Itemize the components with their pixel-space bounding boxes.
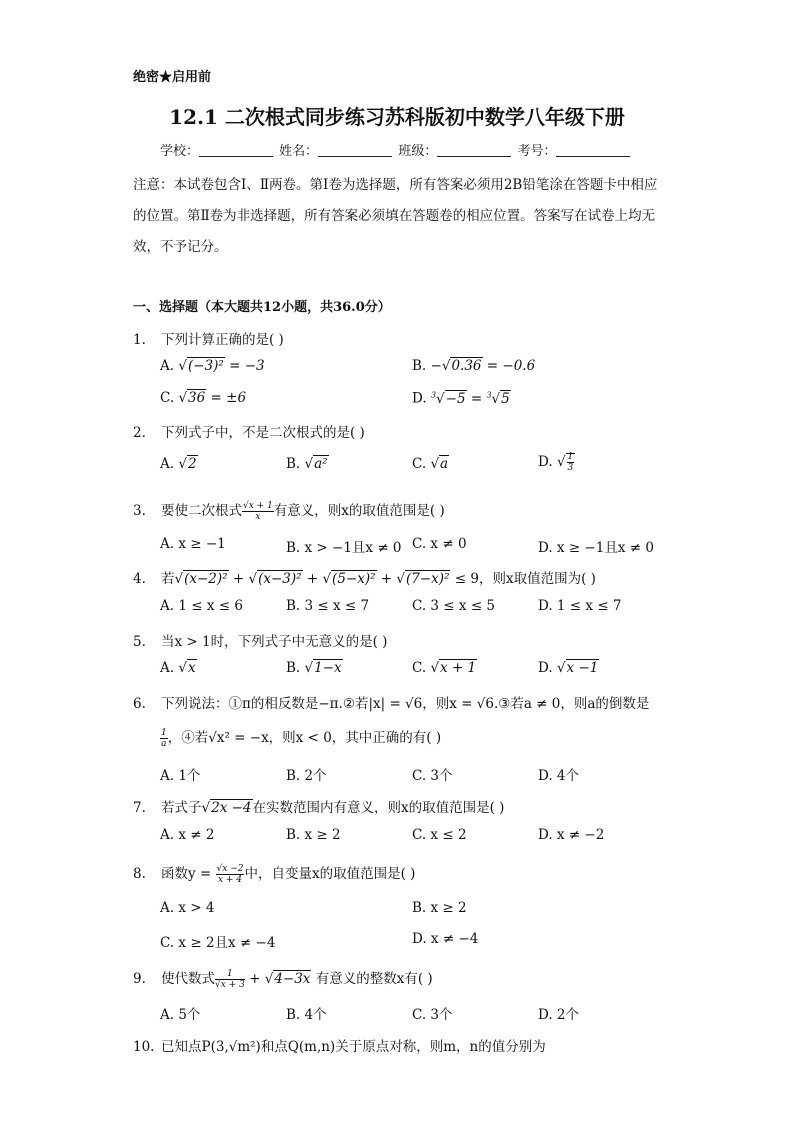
q8-formula: $\frac{√x -2}{x + 4}$	[216, 864, 244, 885]
q8-option-d[interactable]: D. x ≠ −4	[412, 931, 479, 947]
option-label: D.	[538, 454, 557, 470]
option-label: A.	[160, 358, 179, 374]
q4-option-c[interactable]: C. 3 ≤ x ≤ 5	[412, 598, 496, 614]
question-number: 6.	[133, 696, 146, 712]
q1-option-b[interactable]: B. −√0.36 = −0.6	[412, 358, 536, 374]
question-number: 3.	[133, 503, 146, 519]
question-8	[133, 862, 415, 885]
question-6-cont	[160, 726, 441, 749]
q2-option-c[interactable]: C. √a	[412, 456, 449, 472]
exam-no-label: 考号：	[517, 144, 557, 159]
option-label: D.	[412, 390, 431, 407]
option-label: B.	[286, 456, 305, 472]
question-number: 8.	[133, 866, 146, 882]
question-number: 9.	[133, 971, 146, 987]
q9-option-d[interactable]: D. 2个	[538, 1007, 580, 1023]
q4-option-a[interactable]: A. 1 ≤ x ≤ 6	[160, 598, 243, 614]
question-1	[133, 328, 284, 348]
question-stem-part: ，④若√x² = −x，则x < 0，其中正确的有( )	[167, 730, 442, 746]
q6-option-a[interactable]: A. 1个	[160, 768, 201, 784]
q4-option-d[interactable]: D. 1 ≤ x ≤ 7	[538, 598, 622, 614]
option-label: B.	[286, 660, 305, 676]
question-number: 1.	[133, 332, 146, 348]
question-stem-part: 函数y =	[161, 866, 216, 882]
question-number: 2.	[133, 425, 146, 441]
question-stem-part: 若	[161, 571, 175, 587]
q7-option-b[interactable]: B. x ≥ 2	[286, 827, 341, 843]
question-10	[133, 1035, 546, 1055]
question-number: 7.	[133, 800, 146, 816]
option-label: D.	[538, 660, 557, 676]
question-number: 5.	[133, 634, 146, 650]
q6-option-c[interactable]: C. 3个	[412, 768, 453, 784]
q1-option-a[interactable]: A. √(−3)² = −3	[160, 358, 265, 374]
question-7	[133, 796, 504, 816]
q9-option-c[interactable]: C. 3个	[412, 1007, 453, 1023]
page-title: 12.1 二次根式同步练习苏科版初中数学八年级下册	[169, 105, 625, 129]
question-3	[133, 499, 445, 522]
question-stem-part: 在实数范围内有意义，则x的取值范围是( )	[252, 800, 505, 816]
question-stem: 下列计算正确的是( )	[161, 332, 284, 348]
question-number: 4.	[133, 571, 146, 587]
option-label: A.	[160, 456, 179, 472]
name-label: 姓名：	[279, 144, 319, 159]
option-label: C.	[412, 456, 431, 472]
class-label: 班级：	[398, 144, 438, 159]
q5-option-c[interactable]: C. √x + 1	[412, 660, 477, 676]
reciprocal-fraction: $\frac{1}{a}$	[161, 728, 167, 749]
question-stem-part: 下列说法：①π的相反数是−π.②若|x| = √6，则x = √6.③若a ≠ 0，则a的倒数是	[161, 696, 650, 712]
option-label: A.	[160, 660, 179, 676]
option-label: B.	[412, 358, 431, 374]
section-heading: 一、选择题（本大题共12小题，共36.0分）	[133, 300, 391, 315]
q1-option-d[interactable]: D. $^3$√−5 = $^3$√5	[412, 390, 510, 407]
q3-option-d[interactable]: D. x ≥ −1且x ≠ 0	[538, 540, 654, 556]
question-9	[133, 967, 433, 990]
q1-option-c[interactable]: C. √36 = ±6	[160, 390, 247, 406]
question-stem: 已知点P(3,√m²)和点Q(m,n)关于原点对称，则m，n的值分别为	[161, 1039, 546, 1055]
q9-option-a[interactable]: A. 5个	[160, 1007, 201, 1023]
name-blank[interactable]	[318, 144, 392, 157]
question-stem-part: 有意义，则x的取值范围是( )	[273, 503, 445, 519]
question-stem: 当x > 1时，下列式子中无意义的是( )	[161, 634, 388, 650]
option-label: C.	[412, 660, 431, 676]
question-stem-part: 中，自变量x的取值范围是( )	[244, 866, 416, 882]
q5-option-a[interactable]: A. √x	[160, 660, 196, 676]
question-stem: 下列式子中，不是二次根式的是( )	[161, 425, 365, 441]
q3-option-c[interactable]: C. x ≠ 0	[412, 536, 467, 552]
q5-option-d[interactable]: D. √x −1	[538, 660, 599, 676]
question-stem-part: 有意义的整数x有( )	[311, 971, 433, 987]
q6-option-d[interactable]: D. 4个	[538, 768, 580, 784]
q7-option-c[interactable]: C. x ≤ 2	[412, 827, 467, 843]
student-info-line	[160, 140, 632, 159]
q3-option-b[interactable]: B. x > −1且x ≠ 0	[286, 540, 402, 556]
q2-option-d[interactable]: D. √ $\frac{1}{3}$	[538, 452, 574, 473]
q9-option-b[interactable]: B. 4个	[286, 1007, 327, 1023]
option-label: C.	[160, 390, 179, 406]
secret-label: 绝密★启用前	[133, 70, 212, 85]
q7-option-d[interactable]: D. x ≠ −2	[538, 827, 605, 843]
q4-formula: √(x−2)² + √(x−3)² + √(5−x)² + √(7−x)²	[174, 571, 450, 587]
exam-notice: 注意：本试卷包含Ⅰ、Ⅱ两卷。第Ⅰ卷为选择题，所有答案必须用2B铅笔涂在答题卡中相应的位置。第Ⅱ卷为非选择题，所有答案必须填在答题卷的相应位置。答案写在试卷上均无效，不予记分。	[133, 177, 658, 255]
q8-option-a[interactable]: A. x > 4	[160, 900, 215, 916]
school-label: 学校：	[160, 144, 200, 159]
q9-radical: + √4−3x	[244, 971, 311, 987]
q3-formula: $\frac{√x + 1}{x}$	[243, 501, 273, 522]
question-5	[133, 630, 387, 650]
question-number: 10.	[133, 1039, 155, 1055]
question-stem-part: ≤ 9，则x取值范围为( )	[450, 571, 596, 587]
question-6	[133, 692, 649, 712]
question-stem-part: 使代数式	[161, 971, 215, 987]
q4-option-b[interactable]: B. 3 ≤ x ≤ 7	[286, 598, 370, 614]
question-4	[133, 567, 596, 587]
q6-option-b[interactable]: B. 2个	[286, 768, 327, 784]
q8-option-c[interactable]: C. x ≥ 2且x ≠ −4	[160, 935, 276, 951]
q2-option-a[interactable]: A. √2	[160, 456, 197, 472]
question-stem-part: 要使二次根式	[161, 503, 242, 519]
q8-option-b[interactable]: B. x ≥ 2	[412, 900, 467, 916]
question-stem-part: 若式子	[161, 800, 202, 816]
q5-option-b[interactable]: B. √1−x	[286, 660, 342, 676]
question-2	[133, 421, 365, 441]
q2-option-b[interactable]: B. √a²	[286, 456, 328, 472]
q9-fraction: $\frac{1}{√x + 3}$	[215, 969, 245, 990]
q3-option-a[interactable]: A. x ≥ −1	[160, 536, 226, 552]
exam-no-blank[interactable]	[556, 144, 630, 157]
q7-formula: √2x −4	[201, 800, 252, 816]
class-blank[interactable]	[437, 144, 511, 157]
school-blank[interactable]	[199, 144, 273, 157]
q7-option-a[interactable]: A. x ≠ 2	[160, 827, 215, 843]
